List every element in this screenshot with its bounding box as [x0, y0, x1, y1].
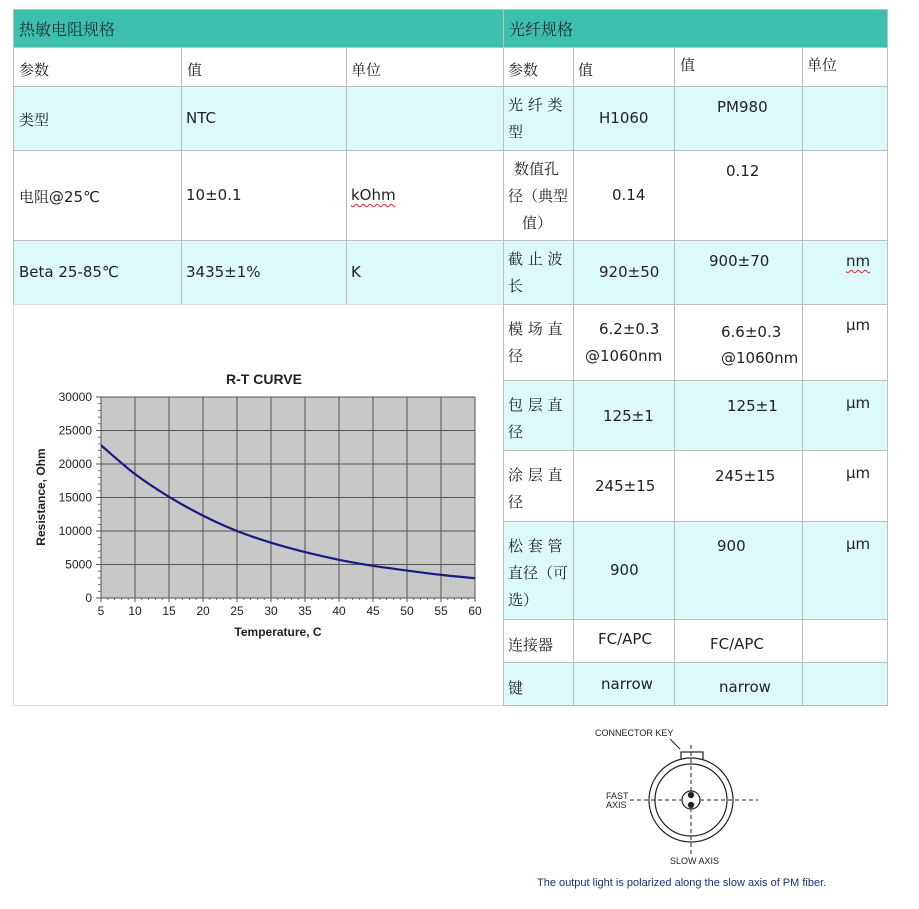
fb-row6-v1: 900	[610, 561, 639, 579]
th-row1-value-cell	[181, 150, 347, 241]
stress-rod-bottom	[688, 802, 694, 808]
fb-row5-v1: 245±15	[595, 477, 656, 495]
fb-row0-unit-cell	[802, 86, 888, 151]
connector-key-label: CONNECTOR KEY	[595, 728, 674, 738]
fb-row0-param	[508, 92, 563, 146]
fb-row3-param-line1: 模 场 直	[508, 320, 563, 338]
y-tick-label: 30000	[58, 390, 92, 404]
x-tick-label: 35	[298, 604, 312, 618]
fb-value1-cell	[573, 47, 675, 87]
fb-row1-param-line3: 值）	[522, 214, 553, 232]
fb-row4-v1-cell	[573, 380, 675, 451]
th-row0-value-cell	[181, 86, 347, 151]
fb-row0-param-line2: 型	[508, 123, 524, 141]
th-unit-cell	[346, 47, 504, 87]
y-axis	[59, 390, 101, 605]
fb-row3-param	[508, 316, 563, 370]
fb-value2-cell	[674, 47, 803, 87]
y-axis-label: Resistance, Ohm	[34, 448, 48, 546]
fb-row2-v2-cell	[674, 240, 803, 305]
x-tick-label: 20	[196, 604, 210, 618]
fb-row7-v1-cell	[573, 619, 675, 663]
fb-row2-param-line2: 长	[508, 277, 524, 295]
x-tick-label: 55	[434, 604, 448, 618]
fb-row4-v2: 125±1	[727, 397, 778, 415]
th-row1-param-cell	[13, 150, 182, 241]
th-unit-label: 单位	[351, 61, 382, 79]
fb-row8-v1: narrow	[601, 675, 653, 693]
fb-row0-v1-cell	[573, 86, 675, 151]
th-row2-unit: K	[351, 263, 361, 281]
fb-row1-param	[508, 156, 568, 237]
fb-row5-unit-cell	[802, 450, 888, 522]
fb-row5-param-line1: 涂 层 直	[508, 466, 563, 484]
fb-row6-v2: 900	[717, 537, 746, 555]
fb-row5-v1-cell	[573, 450, 675, 522]
x-tick-label: 25	[230, 604, 244, 618]
fb-row4-param	[508, 392, 563, 446]
y-tick-label: 15000	[58, 490, 92, 505]
fb-row0-v2: PM980	[717, 98, 768, 116]
fb-row6-v2-cell	[674, 521, 803, 620]
fb-row4-v1: 125±1	[603, 407, 654, 425]
fb-row6-param	[508, 533, 568, 614]
fb-row0-v1: H1060	[599, 109, 649, 127]
fb-param-cell	[503, 47, 574, 87]
fb-row8-v2-cell	[674, 662, 803, 706]
fb-row3-v2-line1: 6.6±0.3	[721, 323, 782, 341]
fb-row3-param-cell	[503, 304, 574, 381]
th-row0-param: 类型	[19, 111, 50, 129]
fb-row3-unit-cell	[802, 304, 888, 381]
fb-row0-param-line1: 光 纤 类	[508, 96, 563, 114]
fb-row3-param-line2: 径	[508, 347, 524, 365]
fb-row2-v1-cell	[573, 240, 675, 305]
th-param-label: 参数	[19, 61, 50, 79]
fb-row5-param	[508, 462, 563, 516]
x-tick-label: 40	[332, 604, 346, 618]
y-tick-label: 5000	[65, 557, 92, 572]
fb-row5-v2-cell	[674, 450, 803, 522]
x-tick-label: 30	[264, 604, 278, 618]
fb-row7-v1: FC/APC	[598, 630, 652, 648]
fb-row1-v1-cell	[573, 150, 675, 241]
fb-row2-unit-cell	[802, 240, 888, 305]
fb-row6-param-cell	[503, 521, 574, 620]
th-row2-value-cell	[181, 240, 347, 305]
fiber-title-cell	[503, 9, 888, 48]
x-tick-label: 5	[97, 604, 105, 618]
fb-row3-v2	[706, 316, 798, 375]
fb-row5-unit: µm	[846, 464, 871, 482]
fb-row2-v2: 900±70	[709, 252, 770, 270]
fb-row6-v1-cell	[573, 521, 675, 620]
fb-row4-unit-cell	[802, 380, 888, 451]
connector-key-diagram	[530, 715, 860, 905]
fb-row7-v2-cell	[674, 619, 803, 663]
y-tick-label: 20000	[58, 457, 92, 471]
th-row1-unit: kOhm	[351, 186, 396, 204]
fb-row8-v1-cell	[573, 662, 675, 706]
th-row0-unit-cell	[346, 86, 504, 151]
fb-row8-param: 键	[508, 679, 524, 697]
th-row1-param: 电阻@25℃	[19, 188, 100, 206]
fb-row6-unit: µm	[846, 535, 871, 553]
fb-row2-param-cell	[503, 240, 574, 305]
slow-axis-label: SLOW AXIS	[670, 856, 720, 866]
th-row2-unit-cell	[346, 240, 504, 305]
th-row1-value: 10±0.1	[186, 186, 242, 204]
fb-row4-param-line1: 包 层 直	[508, 396, 563, 414]
th-row0-param-cell	[13, 86, 182, 151]
stress-rod-top	[688, 792, 694, 798]
fb-row4-param-cell	[503, 380, 574, 451]
fb-unit-cell	[802, 47, 888, 87]
y-tick-label: 0	[85, 591, 92, 605]
fb-row1-param-line2: 径（典型	[508, 187, 569, 205]
fb-row6-param-line2: 直径（可	[508, 564, 569, 582]
fb-row6-param-line1: 松 套 管	[508, 537, 563, 555]
fb-value1-label: 值	[578, 61, 594, 79]
thermistor-title: 热敏电阻规格	[19, 20, 116, 39]
fb-row5-param-line2: 径	[508, 493, 524, 511]
x-tick-label: 50	[400, 604, 414, 618]
fb-row1-param-line1: 数值孔	[514, 160, 560, 178]
th-param-cell	[13, 47, 182, 87]
fb-row2-param	[508, 246, 563, 300]
fb-row3-v2-cell	[674, 304, 803, 381]
chart-cell	[13, 304, 504, 706]
th-row0-value: NTC	[186, 109, 216, 127]
th-value-cell	[181, 47, 347, 87]
fb-row7-unit-cell	[802, 619, 888, 663]
fb-row7-param-cell	[503, 619, 574, 663]
thermistor-title-cell	[13, 9, 504, 48]
fb-row3-v1-cell	[573, 304, 675, 381]
fb-row3-unit: µm	[846, 316, 871, 334]
y-tick-label: 10000	[58, 524, 92, 538]
x-tick-label: 15	[162, 604, 176, 618]
fast-axis-label-line1: FAST	[606, 791, 629, 801]
th-row2-param-cell	[13, 240, 182, 305]
fb-unit-label: 单位	[807, 56, 838, 74]
th-row2-param: Beta 25-85℃	[19, 263, 119, 281]
fb-row1-v2-cell	[674, 150, 803, 241]
fb-row2-param-line1: 截 止 波	[508, 250, 563, 268]
fb-row6-param-line3: 选）	[508, 591, 539, 609]
fb-row8-v2: narrow	[719, 678, 771, 696]
fb-row8-unit-cell	[802, 662, 888, 706]
fb-row4-v2-cell	[674, 380, 803, 451]
fb-row8-param-cell	[503, 662, 574, 706]
fb-row1-unit-cell	[802, 150, 888, 241]
x-axis-label: Temperature, C	[234, 625, 322, 639]
fast-axis-label-line2: AXIS	[606, 800, 627, 810]
fb-row3-v1-line2: @1060nm	[585, 347, 663, 365]
chart-title: R-T CURVE	[226, 371, 302, 387]
fb-row5-param-cell	[503, 450, 574, 522]
y-tick-label: 25000	[58, 423, 92, 438]
fb-row4-param-line2: 径	[508, 423, 524, 441]
x-tick-label: 60	[468, 604, 482, 618]
fb-row1-v1: 0.14	[612, 186, 646, 204]
x-tick-label: 45	[366, 604, 380, 618]
fb-param-label: 参数	[508, 61, 539, 79]
fb-row2-unit: nm	[846, 252, 871, 270]
th-row2-value: 3435±1%	[186, 263, 261, 281]
fb-row5-v2: 245±15	[715, 467, 776, 485]
fiber-title: 光纤规格	[509, 20, 574, 39]
fb-value2-label: 值	[680, 56, 696, 74]
connector-key-leader	[670, 739, 680, 749]
fb-row1-param-cell	[503, 150, 574, 241]
fb-row1-v2: 0.12	[726, 162, 760, 180]
fb-row4-unit: µm	[846, 394, 871, 412]
fb-row3-v1-line1: 6.2±0.3	[599, 320, 660, 338]
x-axis	[98, 598, 482, 618]
fb-row3-v1	[585, 316, 662, 370]
fb-row0-param-cell	[503, 86, 574, 151]
fb-row0-v2-cell	[674, 86, 803, 151]
fb-row3-v2-line2: @1060nm	[721, 349, 799, 367]
polarization-caption: The output light is polarized along the slow axis of PM fiber.	[537, 877, 827, 889]
th-row1-unit-cell	[346, 150, 504, 241]
rt-curve-chart	[14, 305, 503, 705]
x-tick-label: 10	[128, 604, 142, 618]
fb-row2-v1: 920±50	[599, 263, 660, 281]
fb-row7-v2: FC/APC	[710, 635, 764, 653]
fb-row6-unit-cell	[802, 521, 888, 620]
fb-row7-param: 连接器	[508, 636, 554, 654]
th-value-label: 值	[187, 61, 203, 79]
